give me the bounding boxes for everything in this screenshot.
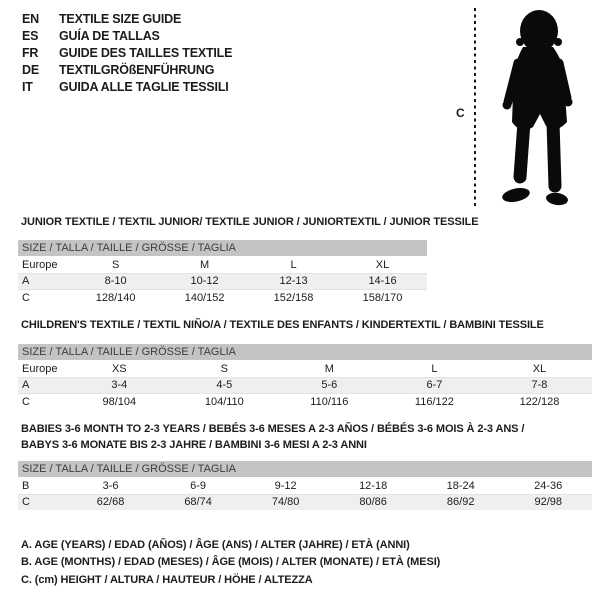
cell: 6-9 xyxy=(154,478,242,495)
size-header-bar: SIZE / TALLA / TAILLE / GRÖSSE / TAGLIA xyxy=(18,240,427,257)
cell: 158/170 xyxy=(338,290,427,306)
row-label: C xyxy=(18,394,67,410)
table-row-europe xyxy=(18,361,592,378)
table-row-months xyxy=(18,478,592,495)
cell: 86/92 xyxy=(417,494,505,510)
babies-table-title xyxy=(21,422,586,453)
babies-size-table xyxy=(18,461,592,510)
table-row-europe xyxy=(18,257,427,274)
cell: 152/158 xyxy=(249,290,338,306)
height-dashed-line xyxy=(474,8,476,209)
cell: 80/86 xyxy=(329,494,417,510)
size-header-row xyxy=(18,240,427,257)
cell: 7-8 xyxy=(487,377,592,394)
cell: 128/140 xyxy=(71,290,160,306)
cell: S xyxy=(71,257,160,274)
cell: M xyxy=(277,361,382,378)
junior-table-title xyxy=(21,215,479,231)
size-header-bar: SIZE / TALLA / TAILLE / GRÖSSE / TAGLIA xyxy=(18,344,592,361)
cell: XL xyxy=(487,361,592,378)
table-row-age xyxy=(18,377,592,394)
cell: 12-13 xyxy=(249,273,338,290)
height-c-label: C xyxy=(456,106,465,120)
cell: 9-12 xyxy=(242,478,330,495)
cell: 12-18 xyxy=(329,478,417,495)
cell: 110/116 xyxy=(277,394,382,410)
language-title-list xyxy=(22,11,232,96)
cell: 8-10 xyxy=(71,273,160,290)
children-size-table xyxy=(18,344,592,410)
lang-code: ES xyxy=(22,29,39,43)
table-row-age xyxy=(18,273,427,290)
lang-code: FR xyxy=(22,46,39,60)
footnote-a: A. AGE (YEARS) / EDAD (AÑOS) / ÂGE (ANS) / ALTER (JAHRE) / ETÀ (ANNI) xyxy=(21,539,410,551)
title-line: BABIES 3-6 MONTH TO 2-3 YEARS / BEBÉS 3-6 MESES A 2-3 AÑOS / BÉBÉS 3-6 MOIS À 2-3 ANS / xyxy=(21,423,525,435)
children-table-title xyxy=(21,318,544,334)
cell: L xyxy=(382,361,487,378)
cell: L xyxy=(249,257,338,274)
cell: 24-36 xyxy=(504,478,592,495)
cell: 140/152 xyxy=(160,290,249,306)
lang-row-fr xyxy=(22,45,232,62)
title-line: BABYS 3-6 MONATE BIS 2-3 JAHRE / BAMBINI 3-6 MESI A 2-3 ANNI xyxy=(21,438,367,451)
cell: 3-4 xyxy=(67,377,172,394)
lang-row-it xyxy=(22,79,232,96)
cell: M xyxy=(160,257,249,274)
row-label: C xyxy=(18,290,71,306)
table-row-height xyxy=(18,394,592,410)
cell: 18-24 xyxy=(417,478,505,495)
table-row-height xyxy=(18,494,592,510)
size-header-row xyxy=(18,344,592,361)
legend-footnotes xyxy=(21,537,440,589)
lang-row-de xyxy=(22,62,232,79)
cell: 10-12 xyxy=(160,273,249,290)
row-label: Europe xyxy=(18,257,71,274)
lang-title: GUÍA DE TALLAS xyxy=(59,29,160,43)
size-header-row xyxy=(18,461,592,478)
cell: 62/68 xyxy=(67,494,155,510)
cell: XS xyxy=(67,361,172,378)
cell: 104/110 xyxy=(172,394,277,410)
title-line: CHILDREN'S TEXTILE / TEXTIL NIÑO/A / TEXTILE DES ENFANTS / KINDERTEXTIL / BAMBINI TESSILE xyxy=(21,319,544,331)
lang-title: TEXTILGRÖßENFÜHRUNG xyxy=(59,63,215,77)
cell: 6-7 xyxy=(382,377,487,394)
cell: S xyxy=(172,361,277,378)
baby-silhouette-icon xyxy=(487,5,587,211)
cell: 92/98 xyxy=(504,494,592,510)
footnote-c: C. (cm) HEIGHT / ALTURA / HAUTEUR / HÖHE / ALTEZZA xyxy=(21,573,313,586)
lang-title: TEXTILE SIZE GUIDE xyxy=(59,12,182,26)
lang-code: IT xyxy=(22,80,33,94)
footnote-b: B. AGE (MONTHS) / EDAD (MESES) / ÂGE (MOIS) / ALTER (MONATE) / ETÀ (MESI) xyxy=(21,556,441,569)
table-row-height xyxy=(18,290,427,306)
lang-row-en xyxy=(22,11,232,28)
cell: 98/104 xyxy=(67,394,172,410)
lang-title: GUIDA ALLE TAGLIE TESSILI xyxy=(59,80,229,94)
row-label: C xyxy=(18,494,67,510)
lang-code: DE xyxy=(22,63,39,77)
lang-title: GUIDE DES TAILLES TEXTILE xyxy=(59,46,233,60)
row-label: A xyxy=(18,273,71,290)
cell: XL xyxy=(338,257,427,274)
cell: 14-16 xyxy=(338,273,427,290)
size-header-bar: SIZE / TALLA / TAILLE / GRÖSSE / TAGLIA xyxy=(18,461,592,478)
cell: 116/122 xyxy=(382,394,487,410)
row-label: Europe xyxy=(18,361,67,378)
cell: 122/128 xyxy=(487,394,592,410)
cell: 3-6 xyxy=(67,478,155,495)
cell: 4-5 xyxy=(172,377,277,394)
title-line: JUNIOR TEXTILE / TEXTIL JUNIOR/ TEXTILE JUNIOR / JUNIORTEXTIL / JUNIOR TESSILE xyxy=(21,216,479,228)
junior-size-table xyxy=(18,240,427,306)
row-label: A xyxy=(18,377,67,394)
cell: 74/80 xyxy=(242,494,330,510)
cell: 68/74 xyxy=(154,494,242,510)
lang-row-es xyxy=(22,28,232,45)
lang-code: EN xyxy=(22,12,39,26)
cell: 5-6 xyxy=(277,377,382,394)
row-label: B xyxy=(18,478,67,495)
